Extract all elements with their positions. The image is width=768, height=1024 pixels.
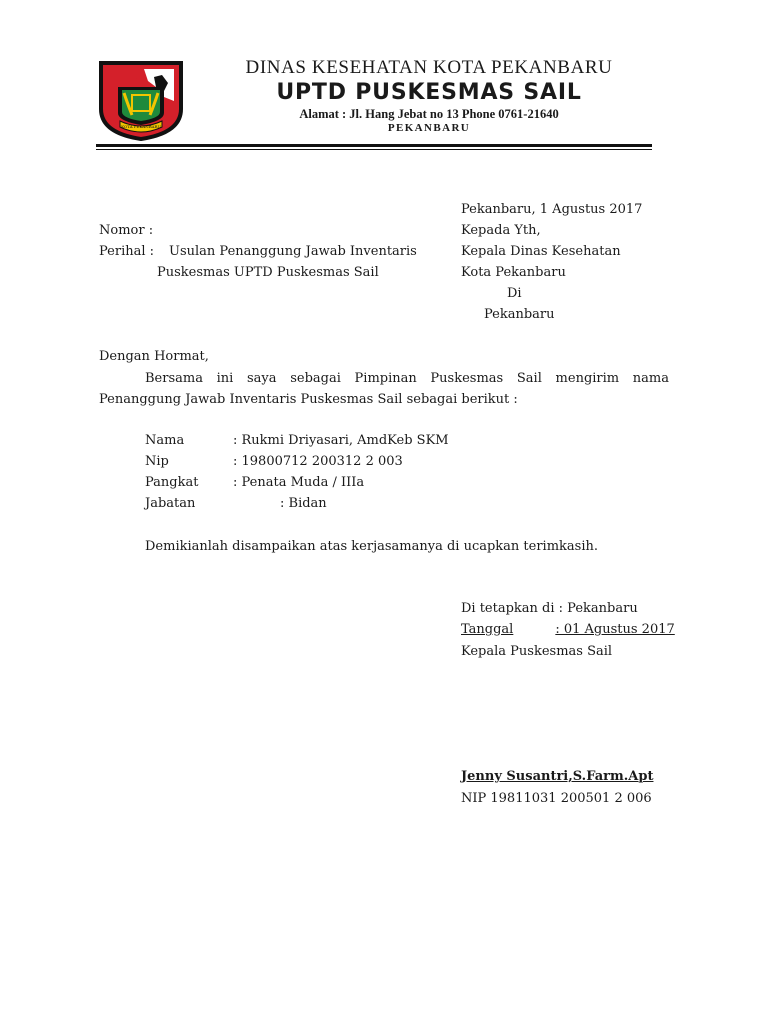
header-rule-thin xyxy=(96,149,652,150)
institution-name: UPTD PUSKESMAS SAIL xyxy=(276,80,582,105)
address-line: Alamat : Jl. Hang Jebat no 13 Phone 0761-21640 xyxy=(299,107,559,121)
ditetapkan-line: Di tetapkan di : Pekanbaru xyxy=(461,601,638,616)
greeting: Dengan Hormat, xyxy=(99,349,209,364)
recipient-line-3: Kota Pekanbaru xyxy=(461,265,566,280)
jabatan-label: Jabatan xyxy=(145,496,196,511)
pangkat-value: : Penata Muda / IIIa xyxy=(233,475,365,490)
tanggal-label: Tanggal xyxy=(461,622,514,637)
tanggal-line xyxy=(461,622,675,638)
nama-label: Nama xyxy=(145,433,185,448)
place-date: Pekanbaru, 1 Agustus 2017 xyxy=(461,202,643,217)
body-paragraph: Bersama ini saya sebagai Pimpinan Puskesmas Sail mengirim nama Penanggung Jawab Inventaris Puskesmas Sail sebagai berikut : xyxy=(99,371,669,407)
recipient-line-5: Pekanbaru xyxy=(484,307,555,322)
nama-value: : Rukmi Driyasari, AmdKeb SKM xyxy=(233,433,449,448)
tanggal-value: : 01 Agustus 2017 xyxy=(555,622,675,637)
header-rule-thick xyxy=(96,144,652,147)
jabatan-value: : Bidan xyxy=(280,496,327,511)
pangkat-label: Pangkat xyxy=(145,475,199,490)
signer-name: Jenny Susantri,S.Farm.Apt xyxy=(461,769,654,784)
recipient-line-4: Di xyxy=(507,286,522,301)
recipient-line-1: Kepada Yth, xyxy=(461,223,541,238)
perihal-line-2: Puskesmas UPTD Puskesmas Sail xyxy=(157,265,379,280)
signer-nip: NIP 19811031 200501 2 006 xyxy=(461,791,652,806)
agency-name: DINAS KESEHATAN KOTA PEKANBARU xyxy=(245,57,613,78)
nip-value: : 19800712 200312 2 003 xyxy=(233,454,403,469)
signer-title: Kepala Puskesmas Sail xyxy=(461,644,613,659)
city-line: PEKANBARU xyxy=(387,122,471,132)
city-emblem-logo xyxy=(98,57,184,141)
closing-sentence: Demikianlah disampaikan atas kerjasamanya di ucapkan terimkasih. xyxy=(145,539,599,554)
nomor-label: Nomor : xyxy=(99,223,154,238)
recipient-line-2: Kepala Dinas Kesehatan xyxy=(461,244,621,259)
logo-ribbon-text: KOTA PEKANBARU xyxy=(121,124,161,129)
perihal-label: Perihal : xyxy=(99,244,155,259)
perihal-line-1: Usulan Penanggung Jawab Inventaris xyxy=(169,244,417,259)
nip-label: Nip xyxy=(145,454,169,469)
